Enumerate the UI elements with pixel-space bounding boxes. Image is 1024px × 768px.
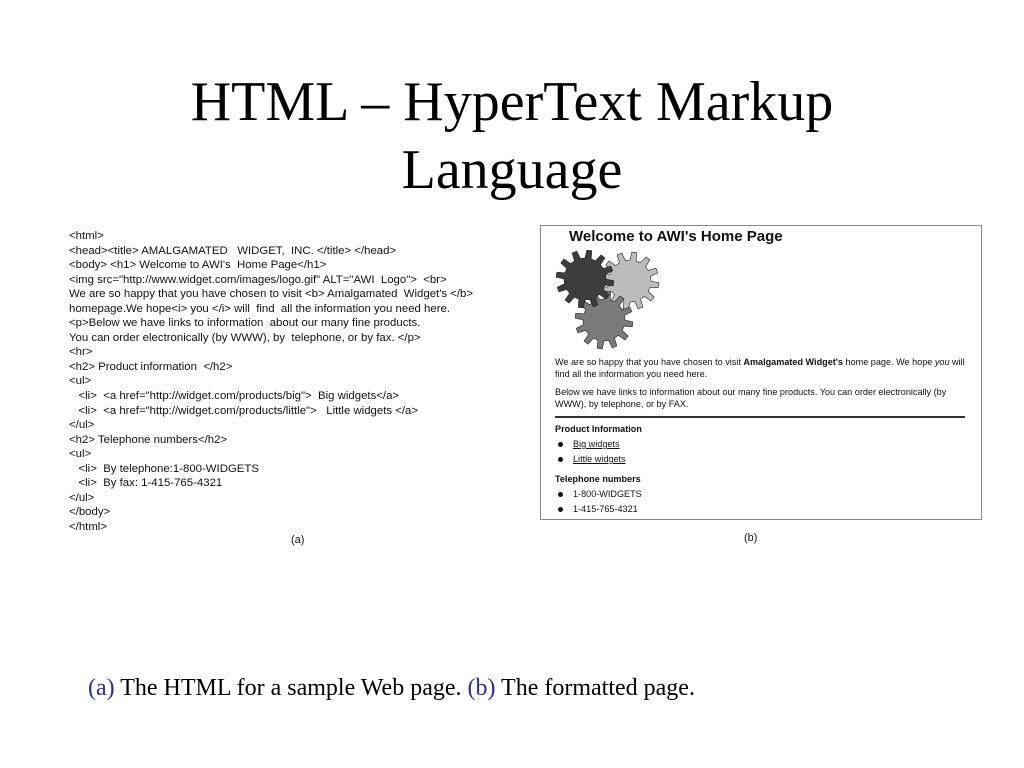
code-line: <head><title> AMALGAMATED WIDGET, INC. </title> </head> <box>69 244 397 257</box>
code-line: homepage.We hope<i> you </i> will find all the information you need here. <box>69 302 450 315</box>
bold-company-name: Amalgamated Widget's <box>743 357 843 367</box>
slide-caption <box>88 675 695 702</box>
code-line: </html> <box>69 520 107 533</box>
list-item: 1-800-WIDGETS <box>555 488 642 503</box>
product-list <box>555 438 626 468</box>
caption-label-a: (a) <box>88 675 115 701</box>
caption-label-b: (b) <box>467 675 496 701</box>
product-information-heading: Product Information <box>555 424 642 434</box>
code-line: <body> <h1> Welcome to AWI's Home Page</h1> <box>69 259 327 272</box>
code-line: <html> <box>69 230 104 242</box>
code-line: </ul> <box>69 491 95 504</box>
preview-paragraph-1: We are so happy that you have chosen to visit Amalgamated Widget's home page. We hope you will find all the information you need here. <box>555 357 965 379</box>
big-widgets-link[interactable]: Big widgets <box>573 439 620 449</box>
slide-title <box>0 68 1024 204</box>
code-line: <ul> <box>69 375 92 388</box>
code-line: <img src="http://www.widget.com/images/logo.gif" ALT="AWI Logo"> <br> <box>69 273 447 286</box>
figure-caption-b: (b) <box>744 532 758 544</box>
awi-logo-gears-icon <box>551 250 663 350</box>
code-line: <li> By fax: 1-415-765-4321 <box>69 477 223 490</box>
code-line: <hr> <box>69 346 93 359</box>
slide-title-line-1: HTML – HyperText Markup <box>190 71 834 133</box>
code-line: <h2> Product information </h2> <box>69 360 233 373</box>
code-line: <h2> Telephone numbers</h2> <box>69 433 228 446</box>
preview-heading: Welcome to AWI's Home Page <box>569 228 783 245</box>
code-line: </ul> <box>69 419 95 432</box>
list-item: 1-415-765-4321 <box>555 503 642 518</box>
list-item <box>555 453 626 468</box>
code-line: We are so happy that you have chosen to visit <b> Amalgamated Widget's </b> <box>69 288 474 301</box>
slide-title-line-2: Language <box>401 139 623 201</box>
code-line: <p>Below we have links to information about our many fine products. <box>69 317 421 330</box>
formatted-page-preview <box>540 225 982 520</box>
figure-caption-a: (a) <box>291 534 305 546</box>
list-item <box>555 438 626 453</box>
code-line: <li> <a href="http://widget.com/products/little"> Little widgets </a> <box>69 404 419 417</box>
little-widgets-link[interactable]: Little widgets <box>573 454 626 464</box>
html-code-listing <box>69 229 529 534</box>
preview-paragraph-2: Below we have links to information about our many fine products. You can order electronically (by WWW), by telephone, or by FAX. <box>555 387 947 409</box>
code-line: <li> By telephone:1-800-WIDGETS <box>69 462 259 475</box>
code-line: <ul> <box>69 448 92 461</box>
code-line: <li> <a href="http://widget.com/products/big"> Big widgets</a> <box>69 390 400 403</box>
caption-text-b: The formatted page. <box>495 675 695 701</box>
telephone-list <box>555 488 642 518</box>
code-line: You can order electronically (by WWW), by telephone, or by fax. </p> <box>69 331 421 344</box>
caption-text-a: The HTML for a sample Web page. <box>114 675 468 701</box>
italic-you: you <box>934 357 950 367</box>
telephone-numbers-heading: Telephone numbers <box>555 474 641 484</box>
horizontal-rule <box>555 416 965 418</box>
code-line: </body> <box>69 506 111 519</box>
